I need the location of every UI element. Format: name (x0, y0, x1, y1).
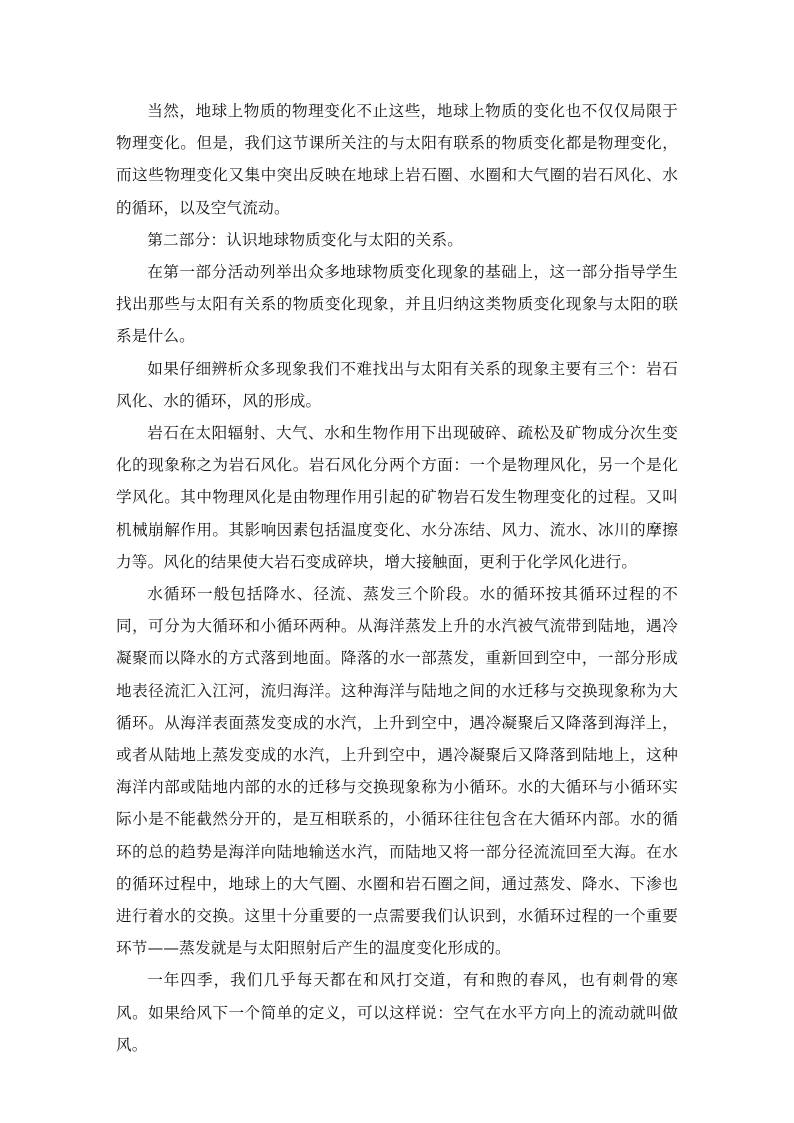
paragraph-wind: 一年四季，我们几乎每天都在和风打交道，有和煦的春风，也有刺骨的寒风。如果给风下一个简单的定义，可以这样说：空气在水平方向上的流动就叫做风。 (116, 971, 678, 1054)
paragraph-water-cycle: 水循环一般包括降水、径流、蒸发三个阶段。水的循环按其循环过程的不同，可分为大循环和小循环两种。从海洋蒸发上升的水汽被气流带到陆地，遇冷凝聚而以降水的方式落到地面。降落的水一部蒸发，重新回到空中，一部分形成地表径流汇入江河，流归海洋。这种海洋与陆地之间的水迁移与交换现象称为大循环。从海洋表面蒸发变成的水汽，上升到空中，遇冷凝聚后又降落到海洋上，或者从陆地上蒸发变成的水汽，上升到空中，遇冷凝聚后又降落到陆地上，这种海洋内部或陆地内部的水的迁移与交换现象称为小循环。水的大循环与小循环实际小是不能截然分开的，是互相联系的，小循环往往包含在大循环内部。水的循环的总的趋势是海洋向陆地输送水汽，而陆地又将一部分径流流回至大海。在水的循环过程中，地球上的大气圈、水圈和岩石圈之间，通过蒸发、降水、下渗也进行着水的交换。这里十分重要的一点需要我们认识到，水循环过程的一个重要环节——蒸发就是与太阳照射后产生的温度变化形成的。 (116, 585, 678, 958)
paragraph-rock-weathering: 岩石在太阳辐射、大气、水和生物作用下出现破碎、疏松及矿物成分次生变化的现象称之为岩石风化。岩石风化分两个方面：一个是物理风化，另一个是化学风化。其中物理风化是由物理作用引起的矿物岩石发生物理变化的过程。又叫机械崩解作用。其影响因素包括温度变化、水分冻结、风力、流水、冰川的摩擦力等。风化的结果使大岩石变成碎块，增大接触面，更利于化学风化进行。 (116, 424, 678, 571)
document-body (116, 95, 678, 1061)
section-heading-part-two: 第二部分：认识地球物质变化与太阳的关系。 (147, 230, 464, 249)
paragraph-summary: 当然，地球上物质的物理变化不止这些，地球上物质的变化也不仅仅局限于物理变化。但是，我们这节课所关注的与太阳有联系的物质变化都是物理变化，而这些物理变化又集中突出反映在地球上岩石圈、水圈和大气圈的岩石风化、水的循环，以及空气流动。 (116, 102, 678, 217)
paragraph-part-two-intro: 在第一部分活动列举出众多地球物质变化现象的基础上，这一部分指导学生找出那些与太阳有关系的物质变化现象，并且归纳这类物质变化现象与太阳的联系是什么。 (116, 263, 678, 346)
paragraph-three-phenomena: 如果仔细辨析众多现象我们不难找出与太阳有关系的现象主要有三个：岩石风化、水的循环，风的形成。 (116, 359, 678, 410)
